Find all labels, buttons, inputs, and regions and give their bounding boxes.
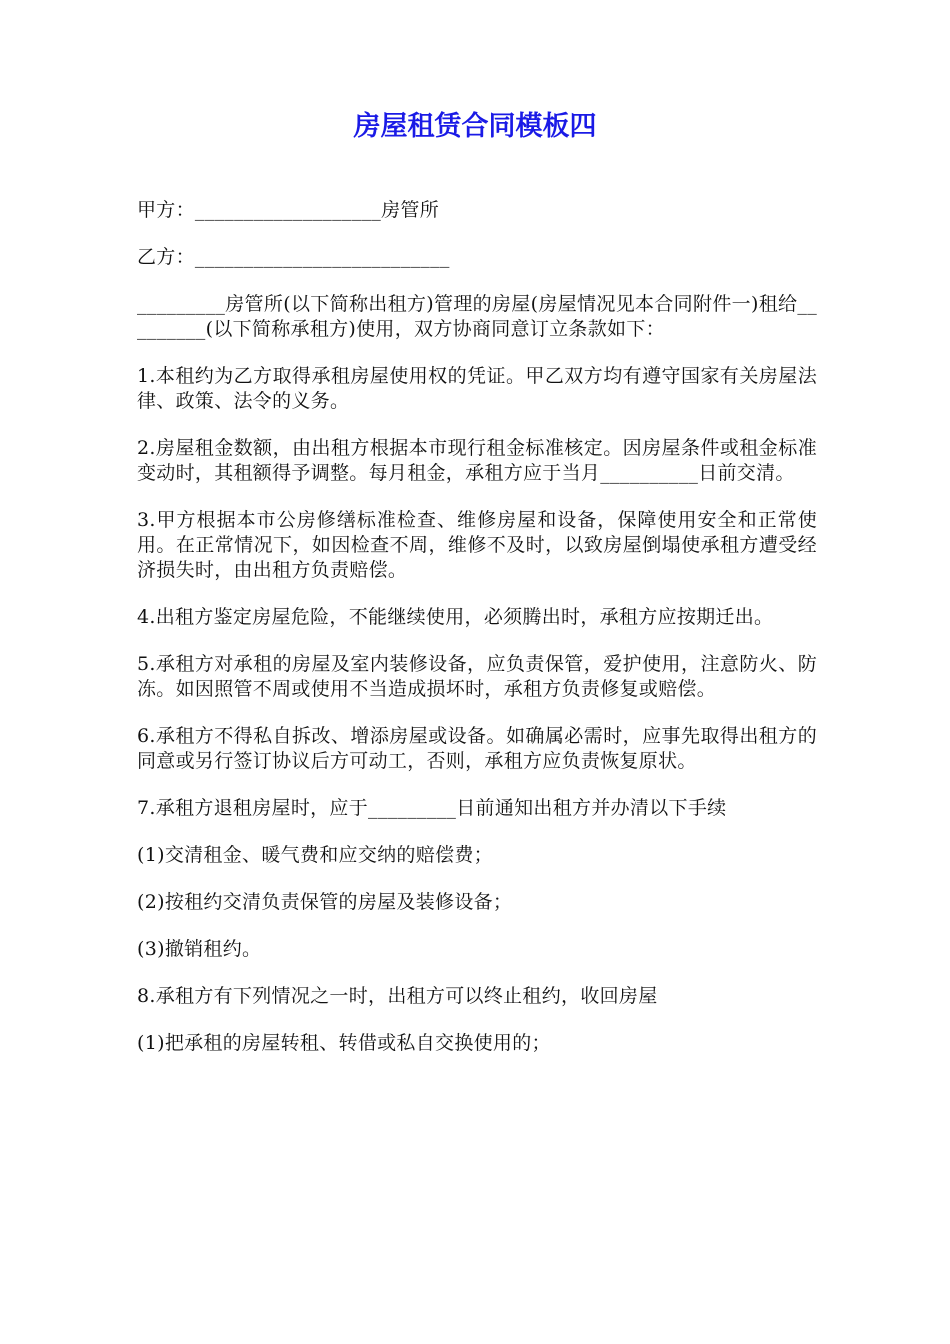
clause-8-item-1: (1)把承租的房屋转租、转借或私自交换使用的； [137,1032,551,1054]
clause-7: 7.承租方退租房屋时，应于_________日前通知出租方并办清以下手续 [137,797,727,819]
document-title: 房屋租赁合同模板四 [353,111,597,142]
clause-5: 5.承租方对承租的房屋及室内装修设备，应负责保管，爱护使用，注意防火、防冻。如因照管不周或使用不当造成损坏时，承租方负责修复或赔偿。 [137,653,817,700]
clause-1: 1.本租约为乙方取得承租房屋使用权的凭证。甲乙双方均有遵守国家有关房屋法律、政策、法令的义务。 [137,365,817,412]
clause-6: 6.承租方不得私自拆改、增添房屋或设备。如确属必需时，应事先取得出租方的同意或另行签订协议后方可动工，否则，承租方应负责恢复原状。 [137,725,817,772]
clause-2: 2.房屋租金数额，由出租方根据本市现行租金标准核定。因房屋条件或租金标准变动时，其租额得予调整。每月租金，承租方应于当月__________日前交清。 [137,437,817,484]
clause-8: 8.承租方有下列情况之一时，出租方可以终止租约，收回房屋 [137,985,658,1007]
clause-7-item-1: (1)交清租金、暖气费和应交纳的赔偿费； [137,844,493,866]
clause-4: 4.出租方鉴定房屋危险，不能继续使用，必须腾出时，承租方应按期迁出。 [137,606,774,628]
clause-7-item-2: (2)按租约交清负责保管的房屋及装修设备； [137,891,513,913]
intro-paragraph: _________房管所(以下简称出租方)管理的房屋(房屋情况见本合同附件一)租给_________(以下简称承租方)使用，双方协商同意订立条款如下： [137,293,817,340]
party-b-line: 乙方：__________________________ [137,246,450,268]
party-a-line: 甲方：___________________房管所 [137,199,440,221]
document-body [137,198,817,1078]
clause-3: 3.甲方根据本市公房修缮标准检查、维修房屋和设备，保障使用安全和正常使用。在正常情况下，如因检查不周，维修不及时，以致房屋倒塌使承租方遭受经济损失时，由出租方负责赔偿。 [137,509,817,581]
clause-7-item-3: (3)撤销租约。 [137,938,262,960]
